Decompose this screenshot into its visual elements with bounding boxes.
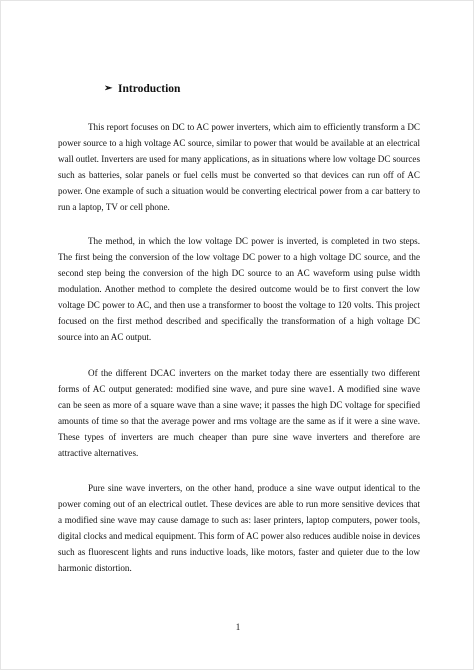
paragraph-4: Pure sine wave inverters, on the other hand, produce a sine wave output identical to the power coming out of an electrical outlet. These devices are able to run more sensitive devices that a modified sine wave may cause damage to such as: laser printers, laptop computers, power tools, digital clocks and medical equipment. This form of AC power also reduces audible noise in devices such as fluorescent lights and runs inductive loads, like motors, faster and quieter due to the low harmonic distortion. (58, 483, 420, 573)
section-heading-text: Introduction (118, 83, 181, 95)
arrow-bullet-icon: ➢ (104, 83, 113, 94)
paragraph-3: Of the different DCAC inverters on the market today there are essentially two different forms of AC output generated: modified sine wave, and pure sine wave1. A modified sine wave can be seen as more of a square wave than a sine wave; it passes the high DC voltage for specified amounts of time so that the average power and rms voltage are the same as if it were a sine wave. These types of inverters are much cheaper than pure sine wave inverters and therefore are attractive alternatives. (58, 368, 420, 458)
paragraph-2: The method, in which the low voltage DC power is inverted, is completed in two steps. The first being the conversion of the low voltage DC power to a high voltage DC source, and the second step being the conversion of the high DC source to an AC waveform using pulse width modulation. Another method to complete the desired outcome would be to first convert the low voltage DC power to AC, and then use a transformer to boost the voltage to 120 volts. This project focused on the first method described and specifically the transformation of a high voltage DC source into an AC output. (58, 236, 420, 342)
section-heading (104, 81, 180, 97)
paragraph-1: This report focuses on DC to AC power inverters, which aim to efficiently transform a DC power source to a high voltage AC source, similar to power that would be available at an electrical wall outlet. Inverters are used for many applications, as in situations where low voltage DC sources such as batteries, solar panels or fuel cells must be converted so that devices can run off of AC power. One example of such a situation would be converting electrical power from a car battery to run a laptop, TV or cell phone. (58, 122, 420, 212)
page-number: 1 (235, 622, 241, 632)
